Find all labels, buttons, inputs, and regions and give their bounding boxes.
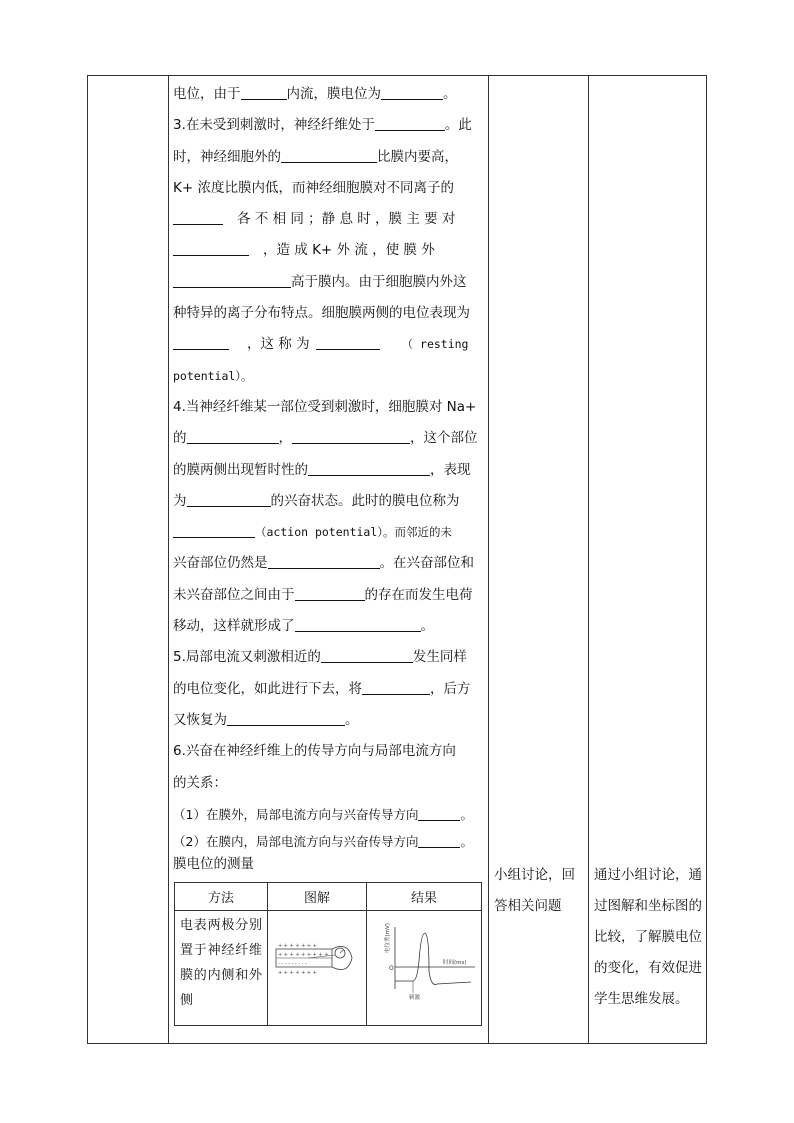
method-cell: 电表两极分别置于神经纤维膜的内侧和外侧 xyxy=(175,911,268,1026)
text-line: K+ 浓度比膜内低，而神经细胞膜对不同离子的 xyxy=(173,179,454,196)
graph-xlabel: 时间(ms) xyxy=(443,960,467,966)
text-line: 各 不 相 同 ；静 息 时 ，膜 主 要 对 xyxy=(173,204,483,235)
blank xyxy=(316,335,380,350)
diagram-cell xyxy=(268,911,367,1026)
blank xyxy=(381,85,443,100)
text-line: 未兴奋部位之间由于 的存在而发生电荷 xyxy=(173,586,473,603)
text-line: （1）在膜外，局部电流方向与兴奋传导方向 。 xyxy=(173,806,473,822)
text-line: ，造 成 K+ 外 流 ，使 膜 外 xyxy=(173,235,483,266)
blank xyxy=(281,148,377,163)
header-diagram: 图解 xyxy=(268,883,367,911)
text-line: potential）。 xyxy=(173,368,253,383)
measurement-table xyxy=(174,882,482,1026)
blank xyxy=(173,210,223,225)
text-line: 种特异的离子分布特点。细胞膜两侧的电位表现为 xyxy=(173,305,470,322)
text-line: 高于膜内。由于细胞膜内外这 xyxy=(173,267,483,298)
blank xyxy=(187,492,271,507)
column-divider xyxy=(488,76,489,1043)
header-method: 方法 xyxy=(175,883,268,911)
text-line: （action potential）。而邻近的未 xyxy=(173,517,483,548)
blank xyxy=(308,461,430,476)
text-line: 5.局部电流又刺激相近的 发生同样 xyxy=(173,649,467,666)
graph-stimulus: 刺激 xyxy=(409,995,421,1001)
blank xyxy=(292,429,410,444)
text-line: 移动，这样就形成了 。 xyxy=(173,618,434,635)
text-line: 时，神经细胞外的 比膜内要高， xyxy=(173,148,458,165)
measure-title: 膜电位的测量 xyxy=(173,856,254,873)
text-line: （2）在膜内，局部电流方向与兴奋传导方向 。 xyxy=(173,834,473,850)
blank xyxy=(418,806,460,821)
svg-text:- - - - - - - - -: - - - - - - - - - xyxy=(278,961,307,967)
text-line: 的关系： xyxy=(173,774,227,791)
blank xyxy=(227,711,345,726)
blank xyxy=(187,429,279,444)
svg-text:+ + + + + + +: + + + + + + + xyxy=(278,943,317,949)
column-divider xyxy=(168,76,169,1043)
text-line: 又恢复为 。 xyxy=(173,711,359,728)
blank xyxy=(173,273,291,288)
action-potential-graph xyxy=(367,911,481,1021)
activity-cell: 小组讨论，回答相关问题 xyxy=(494,867,575,914)
svg-text:+ + + + + + + + +: + + + + + + + + + xyxy=(278,952,329,958)
blank xyxy=(418,833,460,848)
result-cell xyxy=(367,911,482,1026)
text-line: 4.当神经纤维某一部位受到刺激时，细胞膜对 Na+ xyxy=(173,398,477,415)
text-line: 兴奋部位仍然是 。在兴奋部位和 xyxy=(173,555,474,572)
text-line: 6.兴奋在神经纤维上的传导方向与局部电流方向 xyxy=(173,743,456,760)
blank xyxy=(268,554,380,569)
text-line: ，这 称 为 （ resting xyxy=(173,329,483,360)
text-line: 的膜两侧出现暂时性的 ，表现 xyxy=(173,461,471,478)
graph-ylabel: 电位差(mV) xyxy=(385,923,391,953)
text-line: 为 的兴奋状态。此时的膜电位称为 xyxy=(173,492,460,509)
text-line: 电位，由于 内流，膜电位为 。 xyxy=(173,86,457,102)
purpose-cell: 通过小组讨论，通过图解和坐标图的比较，了解膜电位的变化，有效促进学生思维发展。 xyxy=(594,867,702,1007)
text-line: 的 ， ，这个部位 xyxy=(173,430,478,447)
blank xyxy=(173,335,229,350)
text-line: 3.在未受到刺激时，神经纤维处于 。此 xyxy=(173,117,472,134)
blank xyxy=(295,586,365,601)
svg-text:+ + + + + + +: + + + + + + + xyxy=(278,970,317,976)
graph-origin: O xyxy=(389,965,394,972)
blank xyxy=(375,116,445,131)
electrode-diagram xyxy=(268,911,366,1021)
text-line: 的电位变化，如此进行下去，将 ，后方 xyxy=(173,680,471,697)
blank xyxy=(295,617,421,632)
blank xyxy=(321,648,413,663)
blank xyxy=(241,85,287,100)
blank xyxy=(173,523,255,538)
column-divider xyxy=(588,76,589,1043)
header-result: 结果 xyxy=(367,883,482,911)
blank xyxy=(173,241,249,256)
content-cell xyxy=(173,79,483,876)
blank xyxy=(362,680,430,695)
